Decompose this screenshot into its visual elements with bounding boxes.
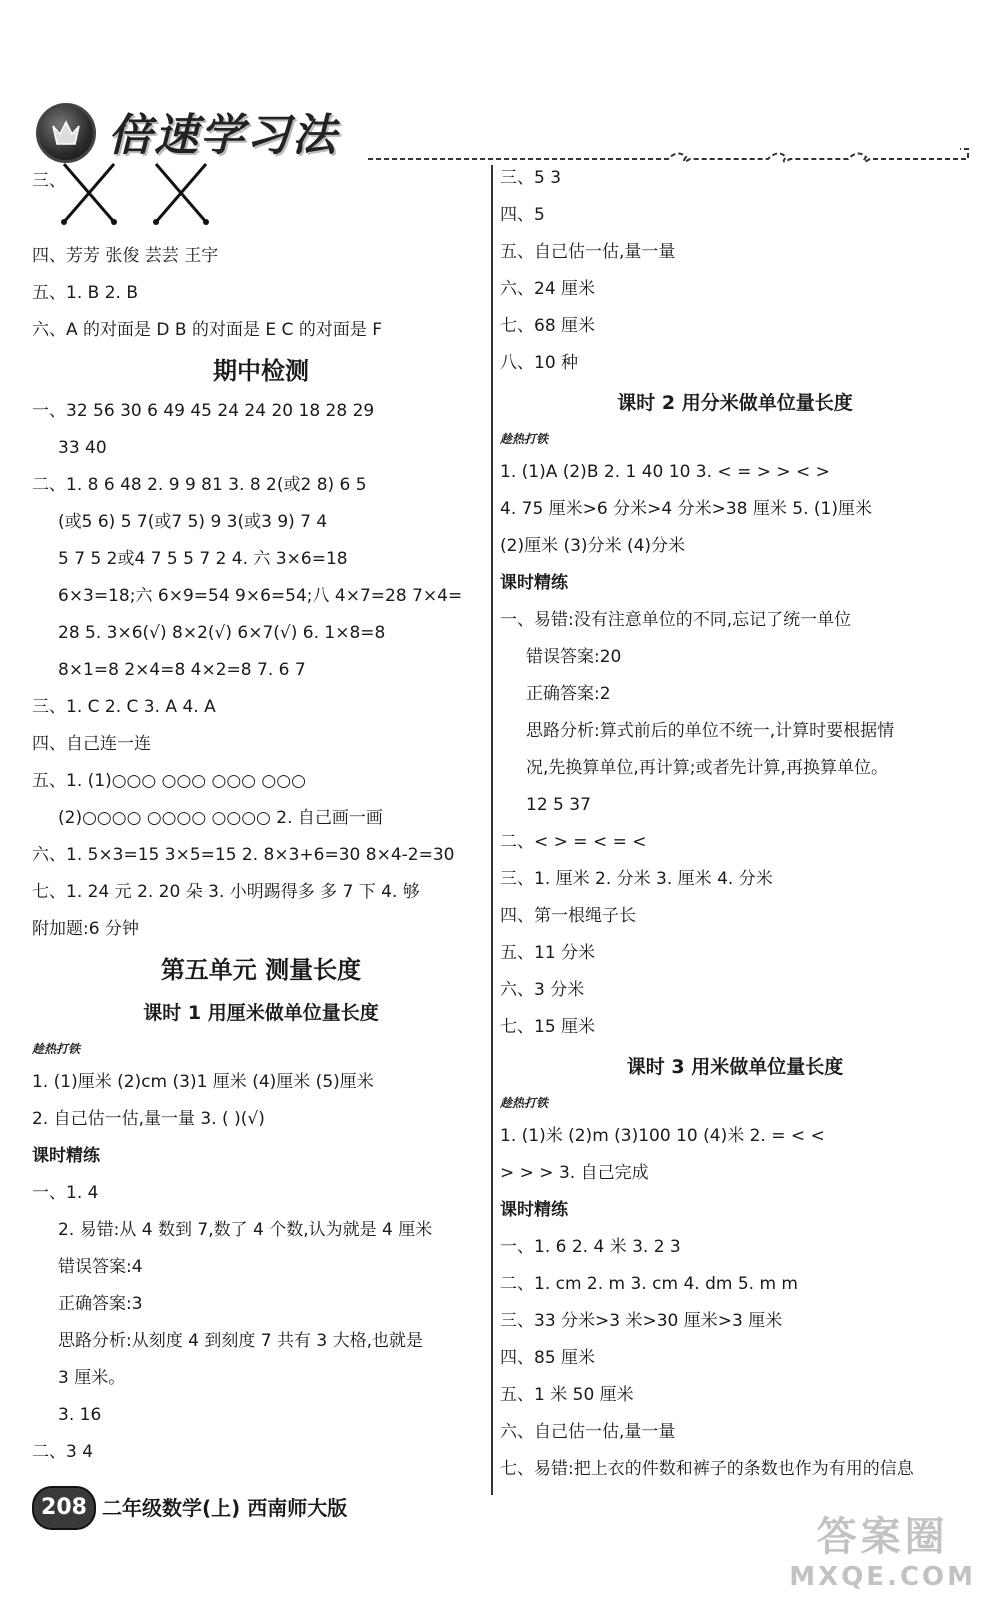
brand-title: 倍速学习法 bbox=[108, 110, 338, 161]
answer-line: 五、自己估一估,量一量 bbox=[500, 242, 676, 262]
matching-answer bbox=[32, 160, 490, 238]
answer-line: 错误答案:20 bbox=[526, 647, 622, 667]
answer-line: (或5 6) 5 7(或7 5) 9 3(或3 9) 7 4 bbox=[58, 512, 328, 532]
answer-line: 五、1. B 2. B bbox=[32, 283, 138, 303]
answer-line: > > > 3. 自己完成 bbox=[500, 1163, 649, 1183]
answer-line: 1. (1)米 (2)m (3)100 10 (4)米 2. = < < bbox=[500, 1126, 825, 1146]
answer-line: 4. 75 厘米>6 分米>4 分米>38 厘米 5. (1)厘米 bbox=[500, 499, 872, 519]
answer-line: 1. (1)A (2)B 2. 1 40 10 3. < = > > < > bbox=[500, 462, 830, 482]
answer-line: 五、11 分米 bbox=[500, 943, 596, 963]
lesson-title: 课时 1 用厘米做单位量长度 bbox=[143, 1002, 379, 1024]
answer-line: 3. 16 bbox=[58, 1405, 102, 1425]
answer-line: 一、1. 6 2. 4 米 3. 2 3 bbox=[500, 1237, 681, 1257]
answer-line: 一、32 56 30 6 49 45 24 24 20 18 28 29 bbox=[32, 401, 375, 421]
answer-line: 七、1. 24 元 2. 20 朵 3. 小明踢得多 多 7 下 4. 够 bbox=[32, 882, 420, 902]
answer-line: 四、第一根绳子长 bbox=[500, 906, 636, 926]
answer-line: 3 厘米。 bbox=[58, 1368, 126, 1388]
answer-line: (2)○○○○ ○○○○ ○○○○ 2. 自己画一画 bbox=[58, 808, 383, 828]
answer-line: 一、1. 4 bbox=[32, 1183, 99, 1203]
answer-line: 七、易错:把上衣的件数和裤子的条数也作为有用的信息 bbox=[500, 1459, 914, 1479]
watermark-logo bbox=[789, 1505, 976, 1592]
section-title: 期中检测 bbox=[213, 357, 309, 385]
answer-line: 六、3 分米 bbox=[500, 980, 585, 1000]
answer-line: (2)厘米 (3)分米 (4)分米 bbox=[500, 536, 686, 556]
answer-line: 四、5 bbox=[500, 205, 545, 225]
section-tag: 趁热打铁 bbox=[500, 1096, 549, 1110]
section-heading: 课时精练 bbox=[500, 573, 568, 593]
answer-line: 12 5 37 bbox=[526, 795, 591, 815]
column-divider bbox=[491, 165, 493, 1495]
answer-line: 三、1. C 2. C 3. A 4. A bbox=[32, 697, 216, 717]
answer-line: 三、33 分米>3 米>30 厘米>3 厘米 bbox=[500, 1311, 783, 1331]
lesson-title: 课时 3 用米做单位量长度 bbox=[626, 1056, 844, 1078]
answer-line: 四、85 厘米 bbox=[500, 1348, 596, 1368]
answer-line: 6×3=18;六 6×9=54 9×6=54;八 4×7=28 7×4= bbox=[58, 586, 463, 606]
watermark-text: 答案圈 bbox=[816, 1514, 949, 1560]
answer-line: 思路分析:从刻度 4 到刻度 7 共有 3 大格,也就是 bbox=[58, 1331, 424, 1351]
right-column bbox=[500, 160, 970, 1488]
answer-line: 八、10 种 bbox=[500, 353, 579, 373]
unit-title: 第五单元 测量长度 bbox=[160, 956, 362, 984]
answer-line: 28 5. 3×6(√) 8×2(√) 6×7(√) 6. 1×8=8 bbox=[58, 623, 386, 643]
answer-line: 1. (1)厘米 (2)cm (3)1 厘米 (4)厘米 (5)厘米 bbox=[32, 1072, 374, 1092]
watermark-url: MXQE.COM bbox=[789, 1562, 976, 1592]
section-label: 三、 bbox=[32, 171, 66, 191]
answer-line: 2. 自己估一估,量一量 3. ( )(√) bbox=[32, 1109, 265, 1129]
brand-logo-icon bbox=[36, 103, 96, 163]
answer-line: 正确答案:3 bbox=[58, 1294, 143, 1314]
answer-line: 8×1=8 2×4=8 4×2=8 7. 6 7 bbox=[58, 660, 306, 680]
answer-line: 六、24 厘米 bbox=[500, 279, 596, 299]
left-column bbox=[32, 160, 490, 1471]
answer-line: 正确答案:2 bbox=[526, 684, 611, 704]
answer-line: 四、自己连一连 bbox=[32, 734, 151, 754]
answer-line: 六、A 的对面是 D B 的对面是 E C 的对面是 F bbox=[32, 320, 383, 340]
book-title: 二年级数学(上) 西南师大版 bbox=[102, 1496, 348, 1520]
answer-line: 六、自己估一估,量一量 bbox=[500, 1422, 676, 1442]
answer-line: 33 40 bbox=[58, 438, 107, 458]
answer-line: 2. 易错:从 4 数到 7,数了 4 个数,认为就是 4 厘米 bbox=[58, 1220, 433, 1240]
answer-line: 5 7 5 2或4 7 5 5 7 2 4. 六 3×6=18 bbox=[58, 549, 348, 569]
answer-line: 思路分析:算式前后的单位不统一,计算时要根据情 bbox=[526, 721, 895, 741]
answer-line: 五、1 米 50 厘米 bbox=[500, 1385, 634, 1405]
matching-lines-diagram bbox=[54, 160, 214, 232]
answer-line: 三、1. 厘米 2. 分米 3. 厘米 4. 分米 bbox=[500, 869, 773, 889]
answer-line: 二、1. cm 2. m 3. cm 4. dm 5. m m bbox=[500, 1274, 798, 1294]
answer-line: 五、1. (1)○○○ ○○○ ○○○ ○○○ bbox=[32, 771, 306, 791]
section-tag: 趁热打铁 bbox=[500, 432, 549, 446]
answer-line: 一、易错:没有注意单位的不同,忘记了统一单位 bbox=[500, 610, 852, 630]
page-header bbox=[28, 95, 978, 165]
answer-line: 六、1. 5×3=15 3×5=15 2. 8×3+6=30 8×4-2=30 bbox=[32, 845, 455, 865]
section-tag: 趁热打铁 bbox=[32, 1042, 81, 1056]
answer-line: 七、68 厘米 bbox=[500, 316, 596, 336]
answer-line: 附加题:6 分钟 bbox=[32, 919, 139, 939]
answer-line: 三、5 3 bbox=[500, 168, 562, 188]
answer-line: 二、3 4 bbox=[32, 1442, 94, 1462]
answer-line: 二、1. 8 6 48 2. 9 9 81 3. 8 2(或2 8) 6 5 bbox=[32, 475, 367, 495]
answer-line: 二、< > = < = < bbox=[500, 832, 647, 852]
answer-line: 七、15 厘米 bbox=[500, 1017, 596, 1037]
answer-line: 况,先换算单位,再计算;或者先计算,再换算单位。 bbox=[526, 758, 888, 778]
answer-line: 错误答案:4 bbox=[58, 1257, 143, 1277]
section-heading: 课时精练 bbox=[32, 1146, 100, 1166]
section-heading: 课时精练 bbox=[500, 1200, 568, 1220]
lesson-title: 课时 2 用分米做单位量长度 bbox=[617, 392, 853, 414]
page-number: 208 bbox=[32, 1486, 96, 1530]
answer-line: 四、芳芳 张俊 芸芸 王宇 bbox=[32, 246, 219, 266]
